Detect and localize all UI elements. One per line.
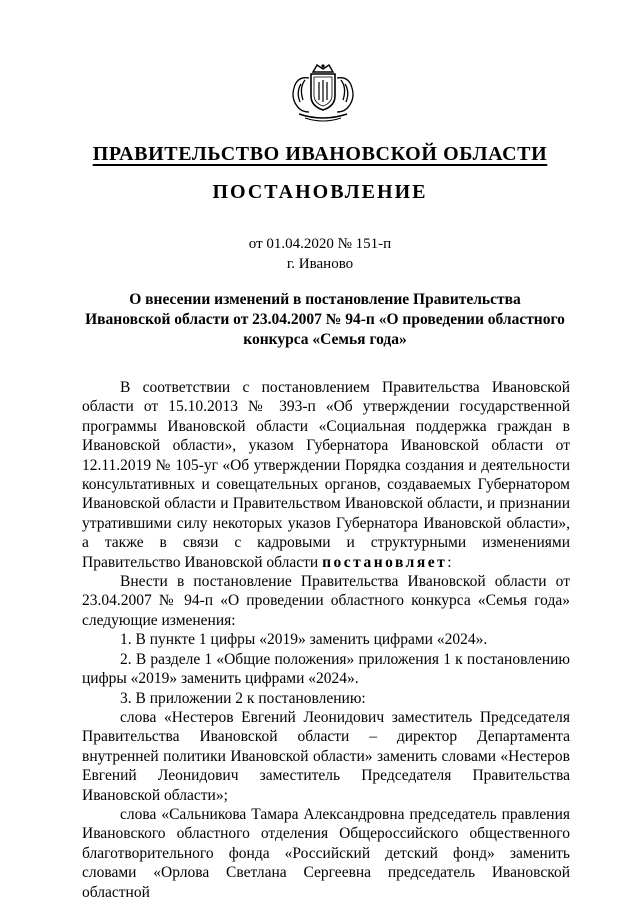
body-paragraph: Внести в постановление Правительства Ивановской области от 23.04.2007 № 94-п «О проведении областного конкурса «Семья года» следующие изменения: [82, 573, 570, 629]
preamble-text: В соответствии с постановлением Правительства Ивановской области от 15.10.2013 № 393-п «Об утверждении государственной программы Ивановской области «Социальная поддержка граждан в Ивановской области», указом Губернатора Ивановской области от 12.11.2019 № 105-уг «Об утверждении Порядка создания и деятельности консультативных и совещательных органов, создаваемых Губернатором Ивановской области и Правительством Ивановской области, и признании утратившими силу некоторых указов Губернатора Ивановской области», а также в связи с кадровыми и структурными изменениями Правительство Ивановской области [82, 379, 570, 571]
body-paragraph: 1. В пункте 1 цифры «2019» заменить цифрами «2024». [120, 631, 488, 649]
body-paragraph: 3. В приложении 2 к постановлению: [120, 689, 366, 707]
body-paragraph: 2. В разделе 1 «Общие положения» приложения 1 к постановлению цифры «2019» заменить цифрами «2024». [82, 650, 570, 688]
body-paragraph [82, 378, 570, 572]
subject-line: Ивановской области от 23.04.2007 № 94-п «О проведении областного [85, 311, 565, 328]
document-type-title: ПОСТАНОВЛЕНИЕ [212, 181, 428, 203]
document-subject [80, 290, 570, 350]
subject-line: О внесении изменений в постановление Правительства [129, 291, 521, 308]
preamble-colon: : [447, 553, 452, 571]
document-body [82, 378, 570, 902]
document-date-number: от 01.04.2020 № 151-п [248, 236, 392, 252]
resolves-keyword: постановляет [322, 553, 448, 571]
document-city: г. Иваново [286, 256, 354, 272]
body-paragraph: слова «Сальникова Тамара Александровна председатель правления Ивановского областного отделения Общероссийского общественного благотворительного фонда «Российский детский фонд» заменить словами «Орлова Светлана Сергеевна председатель Ивановской областной [82, 805, 570, 901]
body-paragraph: слова «Нестеров Евгений Леонидович заместитель Председателя Правительства Ивановской области – директор Департамента внутренней политики Ивановской области» заменить словами «Нестеров Евгений Леонидович заместитель Председателя Правительства Ивановской области»; [82, 708, 570, 804]
government-title: ПРАВИТЕЛЬСТВО ИВАНОВСКОЙ ОБЛАСТИ [92, 143, 548, 165]
subject-line: конкурса «Семья года» [243, 331, 407, 348]
coat-of-arms-emblem [287, 62, 359, 124]
